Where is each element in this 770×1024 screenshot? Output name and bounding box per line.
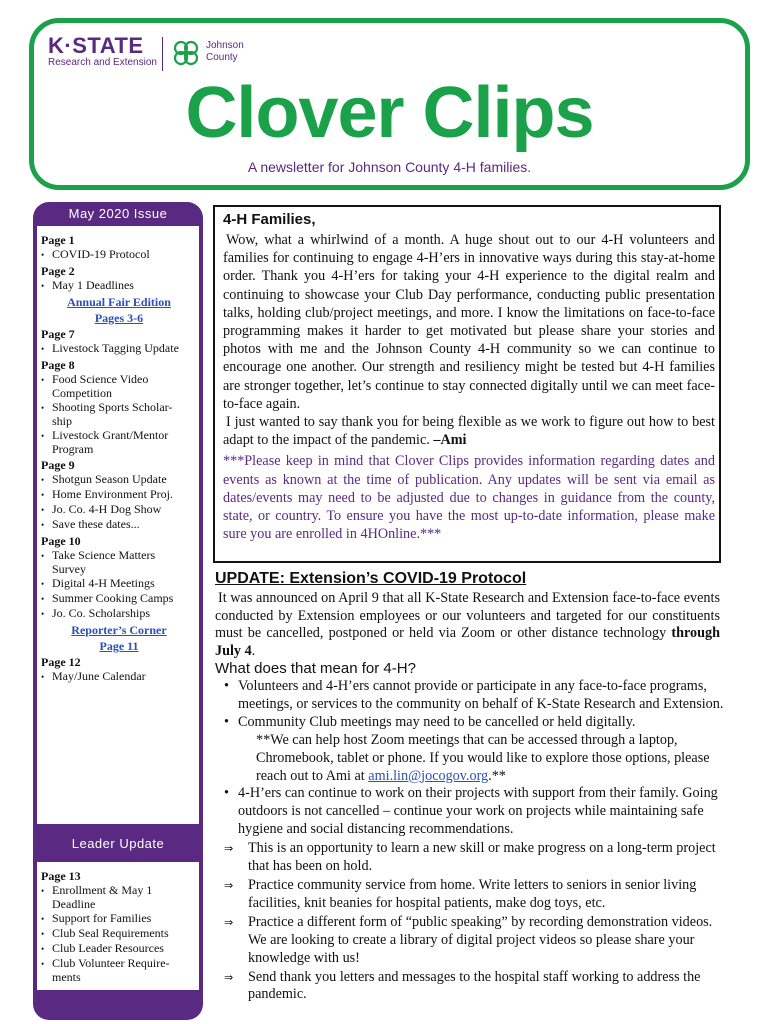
toc-entry: • Support for Families bbox=[41, 912, 197, 926]
arrow-item-text: This is an opportunity to learn a new skill or make progress on a long-term project that has been on hold. bbox=[248, 840, 716, 875]
toc-entry: • Save these dates... bbox=[41, 518, 197, 532]
email-link[interactable]: ami.lin@jocogov.org bbox=[368, 767, 489, 784]
arrow-item-text: Send thank you letters and messages to the hospital staff working to address the pandemic. bbox=[248, 968, 701, 1003]
toc-entry: Program bbox=[52, 442, 94, 456]
county-line-1: Johnson bbox=[206, 40, 244, 51]
toc-entry: • Food Science Video bbox=[41, 373, 197, 387]
county-label bbox=[206, 40, 244, 64]
toc-page-number: Page 9 bbox=[41, 458, 75, 472]
arrow-list bbox=[224, 840, 726, 1004]
newsletter-subtitle: A newsletter for Johnson County 4-H families. bbox=[247, 159, 532, 175]
double-arrow-icon: ⇒ bbox=[224, 970, 234, 984]
toc-entry: • Shotgun Season Update bbox=[41, 473, 197, 487]
toc-feature-link[interactable]: Page 11 bbox=[99, 639, 139, 653]
4h-clover-icon bbox=[170, 37, 202, 69]
issue-label: May 2020 Issue bbox=[68, 206, 168, 221]
leader-table-of-contents bbox=[41, 867, 197, 984]
toc-page-number: Page 8 bbox=[41, 358, 75, 372]
leader-toc-box bbox=[37, 862, 199, 990]
update-body bbox=[215, 590, 720, 661]
zoom-note-end: .** bbox=[488, 767, 506, 784]
families-heading: 4-H Families, bbox=[223, 211, 316, 228]
update-body-end: . bbox=[251, 643, 256, 660]
toc-feature-link[interactable]: Pages 3-6 bbox=[94, 311, 144, 325]
families-letter-box bbox=[213, 205, 721, 563]
toc-entry: • May 1 Deadlines bbox=[41, 279, 197, 293]
arrow-item-text: Practice community service from home. Write letters to seniors in senior living facilities, knit beanies for hospital patients, make dog toys, etc. bbox=[248, 876, 697, 911]
masthead bbox=[29, 18, 750, 190]
toc-entry: • Take Science Matters bbox=[41, 549, 197, 563]
toc-entry: ments bbox=[52, 970, 81, 984]
arrow-item bbox=[224, 969, 726, 1005]
toc-page-number: Page 12 bbox=[41, 655, 81, 669]
update-body-date: through July 4 bbox=[215, 625, 720, 660]
toc-entry: • Enrollment & May 1 bbox=[41, 884, 197, 898]
toc-entry: • Club Leader Resources bbox=[41, 942, 197, 956]
toc-entry: • Shooting Sports Scholar- bbox=[41, 401, 197, 415]
families-paragraph-1: Wow, what a whirlwind of a month. A huge shout out to our 4-H volunteers and families for continuing to engage 4-H’ers in innovative ways during this stay-at-home order. Thank you 4-H’ers for taking your 4-H experience to the digital realm and continuing to showcase your Club Day performance, conducting public presentation talks, holding club/project meetings, and more. I know the limitations on face-to-face programming makes it harder to get motivated but please share your stories and photos with me and the Johnson County 4-H community so we can continue to encourage one another. Our strength and resiliency might be tested but 4-H families are stronger together, let’s continue to stay connected digitally until we can meet face-to-face again. bbox=[223, 232, 715, 412]
families-paragraph-2 bbox=[223, 413, 715, 449]
kstate-logo bbox=[48, 35, 157, 69]
toc-box bbox=[37, 226, 199, 824]
toc-entry: Deadline bbox=[52, 897, 96, 911]
svg-text:H: H bbox=[183, 51, 189, 58]
arrow-item-text: Practice a different form of “public speaking” by recording demonstration videos. We are looking to create a library of digital project videos so please share your knowledge with us! bbox=[248, 913, 713, 966]
double-arrow-icon: ⇒ bbox=[224, 842, 234, 856]
toc-feature-link[interactable]: Annual Fair Edition bbox=[67, 295, 171, 309]
toc-entry: • Club Seal Requirements bbox=[41, 927, 197, 941]
arrow-item bbox=[224, 877, 726, 913]
toc-feature-link[interactable]: Reporter’s Corner bbox=[71, 623, 167, 637]
toc-entry: • Jo. Co. Scholarships bbox=[41, 607, 197, 621]
publication-note: ***Please keep in mind that Clover Clips provides information regarding dates and events as known at the time of publication. Any updates will be sent via email as dates/events may need to be adjusted due to changes in guidance from the county, state, or country. To ensure you have the most up-to-date information, please make sure you are enrolled in 4HOnline.*** bbox=[223, 453, 715, 543]
toc-entry: ship bbox=[52, 414, 73, 428]
double-arrow-icon: ⇒ bbox=[224, 878, 234, 892]
kstate-wordmark: K·STATE bbox=[48, 33, 144, 58]
toc-entry: • Digital 4-H Meetings bbox=[41, 577, 197, 591]
arrow-item bbox=[224, 840, 726, 876]
families-letter bbox=[223, 231, 715, 543]
toc-entry: • Jo. Co. 4-H Dog Show bbox=[41, 503, 197, 517]
arrow-item bbox=[224, 914, 726, 968]
toc-entry: • May/June Calendar bbox=[41, 670, 197, 684]
bullet-item: • 4-H’ers can continue to work on their projects with support from their family. Going outdoors is not cancelled – continue your work on projects while maintaining safe hygiene and social distancing recommendations. bbox=[224, 785, 726, 839]
zoom-note bbox=[224, 732, 726, 786]
toc-page-number: Page 7 bbox=[41, 327, 75, 341]
bullet-item: • Community Club meetings may need to be cancelled or held digitally. bbox=[224, 714, 726, 732]
toc-entry: • Livestock Tagging Update bbox=[41, 342, 197, 356]
signature: –Ami bbox=[433, 432, 467, 449]
research-extension-label: Research and Extension bbox=[48, 57, 157, 68]
update-bullets bbox=[224, 678, 726, 1004]
toc-entry: • Livestock Grant/Mentor bbox=[41, 429, 197, 443]
toc-entry: • Club Volunteer Require- bbox=[41, 957, 197, 971]
newsletter-title: Clover Clips bbox=[185, 73, 594, 153]
leader-update-label: Leader Update bbox=[71, 836, 165, 851]
toc-page-number: Page 2 bbox=[41, 264, 75, 278]
double-arrow-icon: ⇒ bbox=[224, 915, 234, 929]
families-paragraph-2-text: I just wanted to say thank you for being flexible as we work to figure out how to best adapt to the impact of the pandemic. bbox=[223, 414, 715, 449]
table-of-contents bbox=[41, 231, 197, 684]
toc-page-number: Page 13 bbox=[41, 869, 81, 883]
update-body-text: It was announced on April 9 that all K-State Research and Extension face-to-face events conducted by Extension employees or our volunteers and targeted for our constituents must be cancelled, postponed or held via Zoom or other distance technology bbox=[215, 590, 720, 642]
toc-entry: Survey bbox=[52, 562, 86, 576]
toc-entry: Competition bbox=[52, 386, 112, 400]
toc-page-number: Page 1 bbox=[41, 233, 75, 247]
toc-entry: • Home Environment Proj. bbox=[41, 488, 197, 502]
toc-entry: • Summer Cooking Camps bbox=[41, 592, 197, 606]
contents-sidebar bbox=[33, 202, 203, 1020]
update-subheading: What does that mean for 4-H? bbox=[215, 660, 416, 677]
toc-page-number: Page 10 bbox=[41, 534, 81, 548]
logo-divider bbox=[162, 37, 163, 71]
county-line-2: County bbox=[206, 52, 238, 63]
bullet-item: • Volunteers and 4-H’ers cannot provide or participate in any face-to-face programs, meetings, or services to the community on behalf of K-State Research and Extension. bbox=[224, 678, 726, 714]
zoom-note-text: **We can help host Zoom meetings that can be accessed through a laptop, Chromebook, tablet or phone. If you would like to explore those options, please reach out to Ami at bbox=[256, 731, 710, 784]
toc-entry: • COVID-19 Protocol bbox=[41, 248, 197, 262]
update-heading: UPDATE: Extension’s COVID-19 Protocol bbox=[215, 570, 527, 587]
